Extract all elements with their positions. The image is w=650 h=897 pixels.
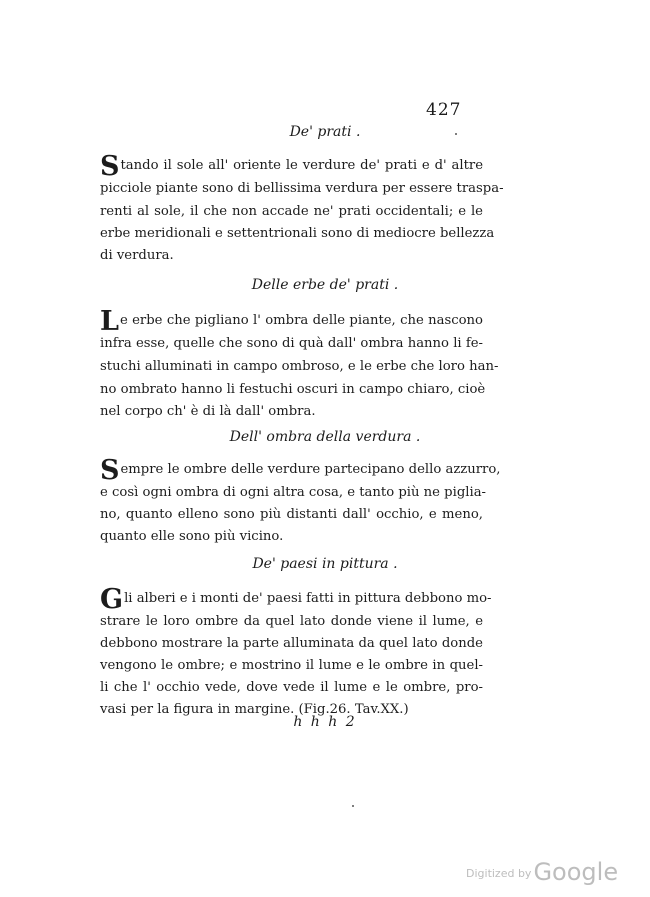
line-text: li alberi e i monti de' paesi fatti in pittura debbono mo- <box>124 591 492 606</box>
ink-speck <box>455 133 457 135</box>
drop-cap: G <box>100 584 124 615</box>
paragraph-line <box>100 584 492 615</box>
paragraph-line: quanto elle sono più vicino. <box>100 529 284 544</box>
watermark-prefix: Digitized by <box>466 867 532 880</box>
paragraph-line: renti al sole, il che non accade ne' prati occidentali; e le <box>100 204 483 219</box>
paragraph-line <box>100 455 501 486</box>
digitized-watermark <box>466 858 618 886</box>
section-heading: De' paesi in pittura . <box>252 556 398 572</box>
paragraph-line: no, quanto elleno sono più distanti dall' occhio, e meno, <box>100 507 483 522</box>
paragraph-line: nel corpo ch' è di là dall' ombra. <box>100 404 316 419</box>
line-text: empre le ombre delle verdure partecipano dello azzurro, <box>120 462 501 477</box>
drop-cap: S <box>100 455 120 486</box>
paragraph-line: debbono mostrare la parte alluminata da quel lato donde <box>100 636 483 651</box>
google-logo: Google <box>533 858 619 886</box>
ink-speck <box>352 805 354 807</box>
section-heading: Dell' ombra della verdura . <box>229 429 421 445</box>
paragraph-line: vasi per la figura in margine. (Fig.26. Tav.XX.) <box>100 702 409 717</box>
paragraph-line: di verdura. <box>100 248 174 263</box>
paragraph-line: stuchi alluminati in campo ombroso, e le erbe che loro han- <box>100 359 499 374</box>
drop-cap: S <box>100 151 120 182</box>
paragraph-line: li che l' occhio vede, dove vede il lume e le ombre, pro- <box>100 680 483 695</box>
line-text: tando il sole all' oriente le verdure de' prati e d' altre <box>120 158 483 173</box>
paragraph-line: picciole piante sono di bellissima verdura per essere traspa- <box>100 181 504 196</box>
section-heading: Delle erbe de' prati . <box>251 277 399 293</box>
line-text: e erbe che pigliano l' ombra delle piante, che nascono <box>119 313 483 328</box>
paragraph-line <box>100 306 483 337</box>
paragraph-line <box>100 151 483 182</box>
paragraph-line: strare le loro ombre da quel lato donde viene il lume, e <box>100 614 483 629</box>
paragraph-line: vengono le ombre; e mostrino il lume e le ombre in quel- <box>100 658 483 673</box>
signature-mark: h h h 2 <box>293 714 357 730</box>
paragraph-line: e così ogni ombra di ogni altra cosa, e tanto più ne piglia- <box>100 485 487 500</box>
paragraph-line: infra esse, quelle che sono di quà dall' ombra hanno li fe- <box>100 336 483 351</box>
paragraph-line: no ombrato hanno li festuchi oscuri in campo chiaro, cioè <box>100 382 486 397</box>
section-heading: De' prati . <box>289 124 361 140</box>
page-number: 427 <box>426 100 462 120</box>
drop-cap: L <box>100 306 119 337</box>
paragraph-line: erbe meridionali e settentrionali sono di mediocre bellezza <box>100 226 495 241</box>
